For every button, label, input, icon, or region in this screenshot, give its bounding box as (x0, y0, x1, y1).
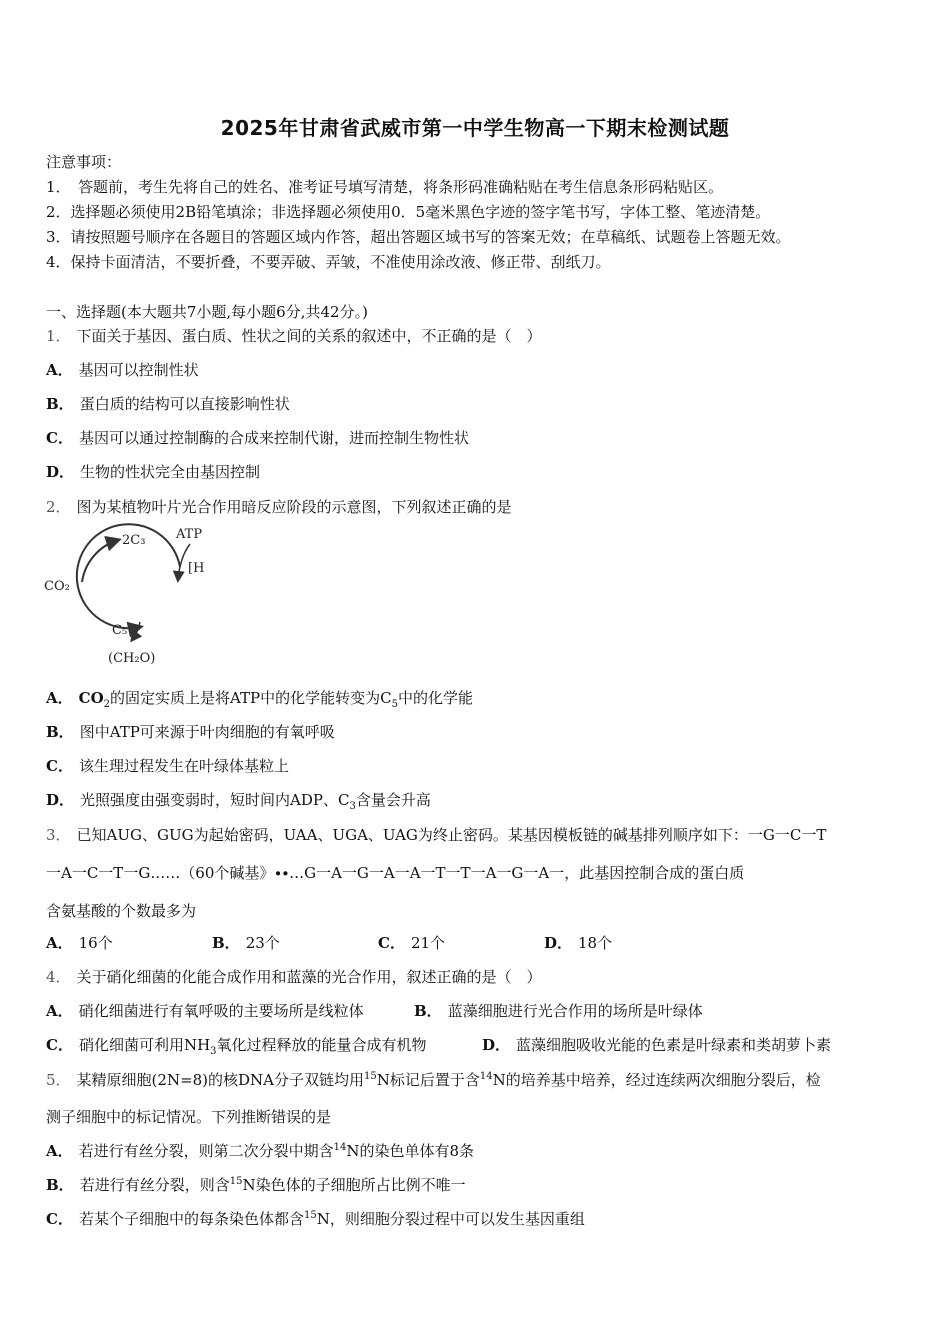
dark-reaction-cycle-diagram (40, 522, 220, 672)
question-2-stem: 2． 图为某植物叶片光合作用暗反应阶段的示意图，下列叙述正确的是 (46, 498, 512, 516)
question-4-option-c[interactable]: C． 硝化细菌可利用$NH_3$氧化过程释放的能量合成有机物 (46, 1036, 427, 1057)
question-number: 3． (46, 826, 71, 844)
question-2-option-a[interactable]: A． $CO_2$的固定实质上是将ATP中的化学能转变为$C_5$中的化学能 (46, 689, 474, 710)
question-5-option-b[interactable]: B． 若进行有丝分裂，则含$^{15}$N染色体的子细胞所占比例不唯一 (46, 1176, 466, 1194)
c5-product-arrow (132, 622, 140, 640)
section-heading: 一、选择题(本大题共7小题,每小题6分,共42分。) (46, 303, 368, 321)
co2-label: CO₂ (44, 579, 70, 594)
notice-item-1: 1． 答题前，考生先将自己的姓名、准考证号填写清楚，将条形码准确粘贴在考生信息条形码粘贴区。 (46, 178, 724, 196)
question-2-option-c[interactable]: C． 该生理过程发生在叶绿体基粒上 (46, 757, 289, 775)
c5-label: C₅ (112, 623, 128, 638)
question-1-option-b[interactable]: B． 蛋白质的结构可以直接影响性状 (46, 395, 290, 413)
question-3-option-b[interactable]: B． 23个 (212, 934, 280, 952)
page-title: 2025年甘肃省武威市第一中学生物高一下期末检测试题 (220, 116, 730, 140)
question-3-option-c[interactable]: C． 21个 (378, 934, 446, 952)
notice-item-4: 4．保持卡面清洁，不要折叠，不要弄破、弄皱，不准使用涂改液、修正带、刮纸刀。 (46, 253, 611, 271)
question-5-option-c[interactable]: C． 若某个子细胞中的每条染色体都含$^{15}$N，则细胞分裂过程中可以发生基因重组 (46, 1210, 585, 1228)
question-5-option-a[interactable]: A． 若进行有丝分裂，则第二次分裂中期含$^{14}$N的染色单体有8条 (46, 1142, 475, 1160)
h-label: [H (188, 561, 205, 576)
question-4-options-row-1 (46, 1001, 703, 1021)
question-1-option-d[interactable]: D． 生物的性状完全由基因控制 (46, 463, 261, 481)
question-4-option-d[interactable]: D． 蓝藻细胞吸收光能的色素是叶绿素和类胡萝卜素 (482, 1036, 832, 1054)
question-2-option-d[interactable]: D． 光照强度由强变弱时，短时间内ADP、$C_3$含量会升高 (46, 791, 431, 812)
question-1-option-a[interactable]: A． 基因可以控制性状 (46, 361, 199, 379)
c3-label: 2C₃ (122, 533, 146, 548)
notice-heading: 注意事项： (46, 153, 122, 171)
question-3-stem-line-3: 含氨基酸的个数最多为 (46, 902, 197, 920)
notice-item-2: 2．选择题必须使用2B铅笔填涂；非选择题必须使用0．5毫米黑色字迹的签字笔书写，字体工整、笔迹清楚。 (46, 203, 771, 221)
question-number: 4． (46, 968, 71, 986)
question-1-option-c[interactable]: C． 基因可以通过控制酶的合成来控制代谢，进而控制生物性状 (46, 429, 469, 447)
question-4-option-b[interactable]: B． 蓝藻细胞进行光合作用的场所是叶绿体 (414, 1002, 703, 1020)
question-3-option-d[interactable]: D． 18个 (544, 934, 613, 952)
question-number: 2． (46, 498, 71, 516)
question-5-stem-line-2: 测子细胞中的标记情况。下列推断错误的是 (46, 1108, 332, 1126)
question-2-option-b[interactable]: B． 图中ATP可来源于叶肉细胞的有氧呼吸 (46, 723, 335, 741)
question-5-stem-line-1: 5． 某精原细胞(2N=8)的核DNA分子双链均用$^{15}$N标记后置于含$^{14}$N的培养基中培养，经过连续两次细胞分裂后，检 (46, 1071, 821, 1089)
question-4-option-a[interactable]: A． 硝化细菌进行有氧呼吸的主要场所是线粒体 (46, 1002, 364, 1020)
notice-item-3: 3．请按照题号顺序在各题目的答题区域内作答，超出答题区域书写的答案无效；在草稿纸、试题卷上答题无效。 (46, 228, 791, 246)
question-3-option-a[interactable]: A． 16个 (46, 934, 113, 952)
atp-label: ATP (176, 527, 203, 542)
question-3-options (46, 933, 612, 953)
ch2o-label: (CH₂O) (108, 651, 156, 666)
question-1-stem: 1． 下面关于基因、蛋白质、性状之间的关系的叙述中，不正确的是（ ） (46, 327, 542, 345)
question-number: 1． (46, 327, 71, 345)
question-4-options-row-2 (46, 1035, 831, 1055)
question-number: 5． (46, 1071, 71, 1089)
question-3-stem-line-2: 一A一C一T一G……（60个碱基》∙∙…G一A一G一A一A一T一T一A一G一A一，此基因控制合成的蛋白质 (46, 864, 745, 882)
question-3-stem-line-1: 3． 已知AUG、GUG为起始密码，UAA、UGA、UAG为终止密码。某基因模板链的碱基排列顺序如下：一G一C一T (46, 826, 827, 844)
question-4-stem: 4． 关于硝化细菌的化能合成作用和蓝藻的光合作用，叙述正确的是（ ） (46, 968, 542, 986)
